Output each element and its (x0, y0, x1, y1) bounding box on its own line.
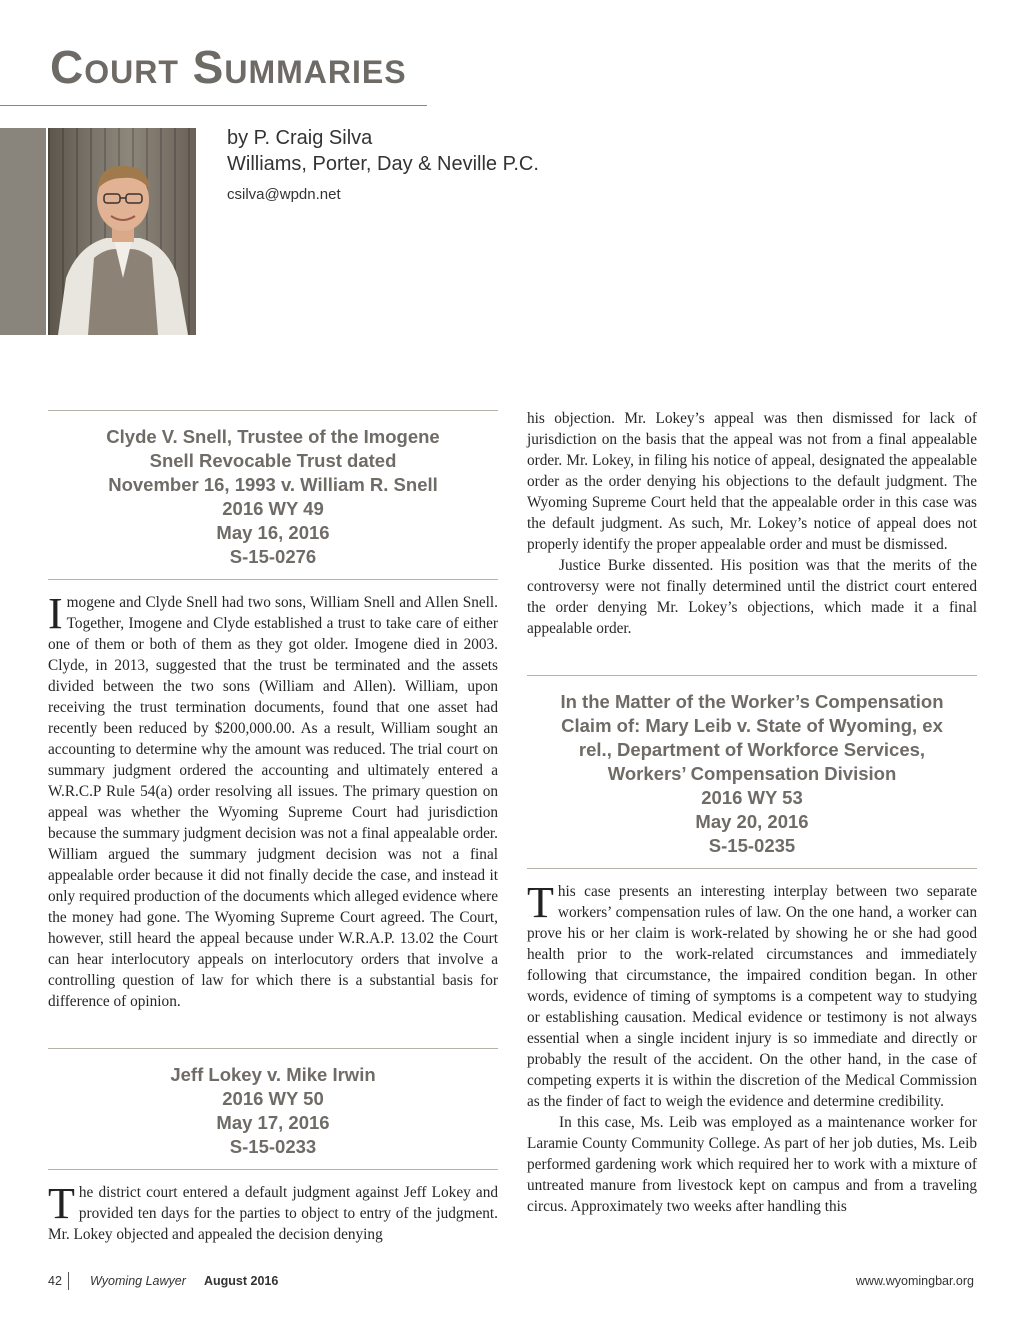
case-paragraph: This case presents an interesting interplay between two separate workers’ compensation rules of law. On the one hand, a worker can prove his or her claim is work-related by showing he or she had good health prior to the work-related circumstances and immediately following that circumstance, the impaired condition began. In other words, evidence of timing of symptoms is a competent way to studying or establishing causation. Medical evidence or testimony is not always essential when a single incident injury is so immediate and directly or probably the result of the accident. On the other hand, in the case of competing experts it is within the discretion of the Medical Commission as the finder of fact to weigh the evidence and determine credibility. (527, 878, 977, 1110)
case-paragraph: Justice Burke dissented. His position was that the merits of the controversy were not finally determined until the district court entered the order denying Mr. Lokey’s objections, which made it a final appealable order. (527, 557, 977, 637)
case-divider (48, 1169, 498, 1170)
website-link[interactable]: www.wyomingbar.org (855, 1274, 974, 1288)
page-title: Court Summaries (50, 41, 407, 93)
case-paragraph: In this case, Ms. Leib was employed as a maintenance worker for Laramie County Community College. As part of her job duties, Ms. Leib performed gardening work which required her to work with a mixture of untreated manure from livestock kept on campus and from a traveling circus. Approximately two weeks after handling this (527, 1114, 977, 1215)
drop-cap: T (48, 1179, 75, 1228)
author-name: by P. Craig Silva (227, 127, 373, 149)
case-heading-snell: Clyde V. Snell, Trustee of the Imogene Snell Revocable Trust dated November 16, 1993 v. William R. Snell 2016 WY 49 May 16, 2016 S-15-0276 (106, 426, 440, 567)
footer-separator (68, 1272, 69, 1290)
title-divider (0, 105, 427, 106)
issue-date: August 2016 (204, 1274, 279, 1288)
case-body-leib (527, 878, 977, 1217)
drop-cap: I (48, 589, 63, 638)
page-footer (48, 1274, 974, 1294)
author-email[interactable]: csilva@wpdn.net (227, 186, 341, 203)
case-heading-lokey: Jeff Lokey v. Mike Irwin 2016 WY 50 May 17, 2016 S-15-0233 (170, 1064, 376, 1157)
case-divider (527, 868, 977, 869)
case-divider (48, 579, 498, 580)
case-heading-leib: In the Matter of the Worker’s Compensation Claim of: Mary Leib v. State of Wyoming, ex rel., Department of Workforce Services, Workers’ Compensation Division 2016 WY 53 May 20, 2016 S-15-0235 (560, 691, 944, 856)
page-number: 42 (48, 1274, 62, 1288)
case-body-lokey-continued (527, 408, 977, 639)
author-byline (227, 125, 539, 205)
author-photo (48, 128, 196, 335)
case-body-lokey (48, 1179, 498, 1245)
photo-side-bar (0, 128, 46, 335)
author-portrait-icon (48, 128, 196, 335)
magazine-name: Wyoming Lawyer (90, 1274, 186, 1288)
case-paragraph: Imogene and Clyde Snell had two sons, William Snell and Allen Snell. Together, Imogene and Clyde established a trust to take care of either one of them or both of them as they got older. Imogene died in 2003. Clyde, in 2013, suggested that the trust be terminated and the assets divided between the two sons (William and Allen). William, upon receiving the trust termination documents, found that one asset had recently been reduced by $200,000.00. As a result, William sought an accounting to determine why the amount was reduced. The trial court on summary judgment ordered the accounting and ultimately entered a W.R.C.P Rule 54(a) order resolving all issues. The primary question on appeal was whether the Wyoming Supreme Court had jurisdiction because the summary judgment decision was not a final appealable order. William argued the summary judgment decision was not a final appealable order because it did not finally decide the case, and instead it only required production of the documents which alleged evidence where the money had gone. The Wyoming Supreme Court agreed. The Court, however, still heard the appeal because under W.R.A.P. 13.02 the Court can hear interlocutory appeals on interlocutory orders that involve a controlling question of law for which there is a substantial basis for difference of opinion. (48, 589, 498, 1010)
right-column (527, 408, 977, 1217)
author-firm: Williams, Porter, Day & Neville P.C. (227, 153, 539, 175)
left-column (48, 410, 498, 1245)
drop-cap: T (527, 878, 554, 927)
case-paragraph: The district court entered a default judgment against Jeff Lokey and provided ten days for the parties to object to entry of the judgment. Mr. Lokey objected and appealed the decision denying (48, 1179, 498, 1243)
case-paragraph: his objection. Mr. Lokey’s appeal was then dismissed for lack of jurisdiction on the basis that the appeal was not from a final appealable order. Mr. Lokey, in filing his notice of appeal, designated the appealable order as the order denying his objections to the default judgment. The Wyoming Supreme Court held that the appealable order in this case was the default judgment. As such, Mr. Lokey’s notice of appeal does not properly identify the proper appealable order and must be dismissed. (527, 410, 977, 553)
case-body-snell (48, 589, 498, 1012)
